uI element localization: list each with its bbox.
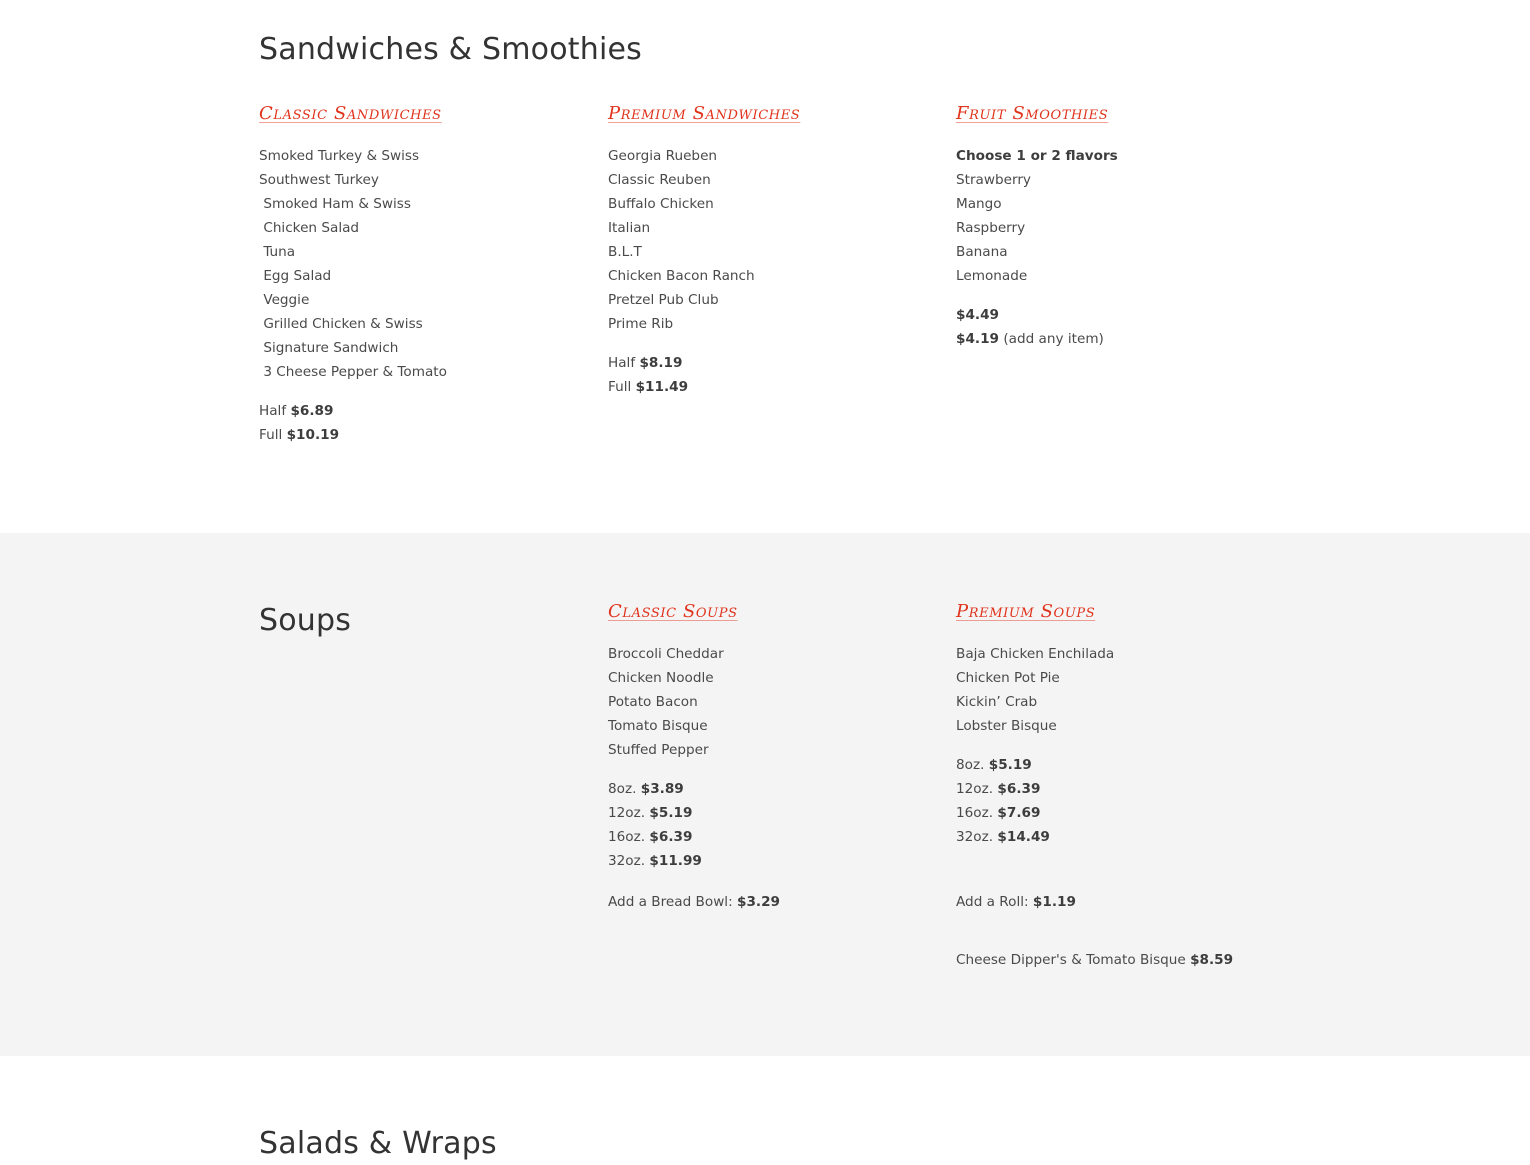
- price-size-label: 12oz.: [608, 805, 650, 821]
- price-value: $5.19: [988, 757, 1032, 773]
- menu-item: B.L.T: [608, 244, 642, 260]
- price-line: [956, 777, 1286, 801]
- menu-item: 3 Cheese Pepper & Tomato: [259, 364, 447, 380]
- menu-item: Broccoli Cheddar: [608, 646, 724, 662]
- classic-sandwiches-heading: Classic Sandwiches: [259, 103, 442, 124]
- price-note: (add any item): [999, 331, 1104, 347]
- addon-price: $1.19: [1032, 894, 1076, 910]
- price-line: [608, 351, 938, 375]
- section-title-sandwiches: Sandwiches & Smoothies: [259, 32, 642, 67]
- bread-bowl-addon: [608, 890, 780, 914]
- price-line: [259, 399, 589, 423]
- menu-item: Stuffed Pepper: [608, 742, 709, 758]
- classic-soups-heading: Classic Soups: [608, 601, 738, 622]
- classic-sandwiches-list: [259, 144, 589, 384]
- addon-label: Add a Bread Bowl:: [608, 894, 737, 910]
- price-size-label: 16oz.: [608, 829, 650, 845]
- price-size-label: 8oz.: [608, 781, 641, 797]
- price-line: [608, 849, 938, 873]
- price-value: $6.89: [290, 403, 334, 419]
- price-value: $6.39: [649, 829, 693, 845]
- menu-item: Baja Chicken Enchilada: [956, 646, 1115, 662]
- premium-soups-prices: [956, 753, 1286, 849]
- classic-soups-prices: [608, 777, 938, 873]
- menu-item: Egg Salad: [259, 268, 332, 284]
- menu-item: Raspberry: [956, 220, 1026, 236]
- price-line: [608, 825, 938, 849]
- price-value: $10.19: [286, 427, 340, 443]
- premium-soups-column: [956, 598, 1286, 849]
- classic-sandwiches-column: [259, 100, 589, 447]
- menu-item: Mango: [956, 196, 1002, 212]
- menu-item: Potato Bacon: [608, 694, 698, 710]
- section-title-salads: Salads & Wraps: [259, 1126, 497, 1161]
- menu-item: Signature Sandwich: [259, 340, 399, 356]
- price-size-label: 12oz.: [956, 781, 998, 797]
- menu-item: Strawberry: [956, 172, 1031, 188]
- menu-item: Italian: [608, 220, 651, 236]
- price-size-label: Full: [259, 427, 287, 443]
- menu-item: Lemonade: [956, 268, 1028, 284]
- price-value: $4.19: [956, 331, 999, 347]
- price-value: $11.99: [649, 853, 702, 869]
- price-value: $3.89: [640, 781, 684, 797]
- menu-item: Banana: [956, 244, 1008, 260]
- menu-item: Chicken Pot Pie: [956, 670, 1060, 686]
- fruit-smoothies-heading: Fruit Smoothies: [956, 103, 1109, 124]
- combo-label: Cheese Dipper's & Tomato Bisque: [956, 952, 1191, 968]
- premium-sandwiches-heading: Premium Sandwiches: [608, 103, 801, 124]
- fruit-smoothies-prices: [956, 303, 1286, 351]
- menu-item: Tuna: [259, 244, 296, 260]
- price-size-label: Half: [608, 355, 640, 371]
- menu-item: Smoked Ham & Swiss: [259, 196, 411, 212]
- menu-item: Kickin’ Crab: [956, 694, 1038, 710]
- menu-item: Lobster Bisque: [956, 718, 1057, 734]
- soups-section: [0, 533, 1530, 1056]
- menu-item: Prime Rib: [608, 316, 674, 332]
- price-value: $11.49: [635, 379, 689, 395]
- classic-soups-list: [608, 642, 938, 762]
- price-line: [956, 303, 1286, 327]
- classic-soups-column: [608, 598, 938, 873]
- menu-item: Classic Reuben: [608, 172, 711, 188]
- price-value: $4.49: [956, 307, 999, 323]
- menu-item: Veggie: [259, 292, 310, 308]
- premium-soups-list: [956, 642, 1286, 738]
- price-line: [608, 801, 938, 825]
- combo-price: $8.59: [1190, 952, 1234, 968]
- price-value: $7.69: [997, 805, 1041, 821]
- menu-item: Buffalo Chicken: [608, 196, 714, 212]
- addon-price: $3.29: [737, 894, 780, 910]
- menu-item: Grilled Chicken & Swiss: [259, 316, 423, 332]
- price-size-label: 32oz.: [956, 829, 998, 845]
- menu-item: Georgia Rueben: [608, 148, 718, 164]
- sandwiches-smoothies-section: [0, 0, 1530, 533]
- premium-soups-heading: Premium Soups: [956, 601, 1096, 622]
- cheese-dipper-combo: [956, 948, 1233, 972]
- addon-label: Add a Roll:: [956, 894, 1033, 910]
- price-value: $14.49: [997, 829, 1050, 845]
- price-size-label: Full: [608, 379, 636, 395]
- price-value: $8.19: [639, 355, 683, 371]
- price-size-label: 16oz.: [956, 805, 998, 821]
- price-line: [259, 423, 589, 447]
- price-value: $6.39: [997, 781, 1041, 797]
- price-size-label: 8oz.: [956, 757, 989, 773]
- price-line: [956, 801, 1286, 825]
- price-value: $5.19: [649, 805, 693, 821]
- price-line: [956, 327, 1286, 351]
- menu-item: Chicken Bacon Ranch: [608, 268, 755, 284]
- classic-sandwiches-prices: [259, 399, 589, 447]
- menu-item: Tomato Bisque: [608, 718, 708, 734]
- premium-sandwiches-prices: [608, 351, 938, 399]
- smoothie-flavor-instruction: Choose 1 or 2 flavors: [956, 148, 1118, 164]
- fruit-smoothies-column: [956, 100, 1286, 351]
- price-line: [608, 777, 938, 801]
- price-size-label: Half: [259, 403, 291, 419]
- price-line: [956, 753, 1286, 777]
- price-line: [956, 825, 1286, 849]
- premium-sandwiches-list: [608, 144, 938, 336]
- premium-sandwiches-column: [608, 100, 938, 399]
- price-size-label: 32oz.: [608, 853, 650, 869]
- menu-item: Chicken Salad: [259, 220, 360, 236]
- menu-item: Southwest Turkey: [259, 172, 379, 188]
- salads-wraps-section: [0, 1056, 1530, 1165]
- section-title-soups: Soups: [259, 603, 352, 638]
- menu-item: Smoked Turkey & Swiss: [259, 148, 420, 164]
- menu-item: Chicken Noodle: [608, 670, 714, 686]
- menu-item: Pretzel Pub Club: [608, 292, 719, 308]
- price-line: [608, 375, 938, 399]
- fruit-smoothies-list: [956, 144, 1286, 288]
- roll-addon: [956, 890, 1076, 914]
